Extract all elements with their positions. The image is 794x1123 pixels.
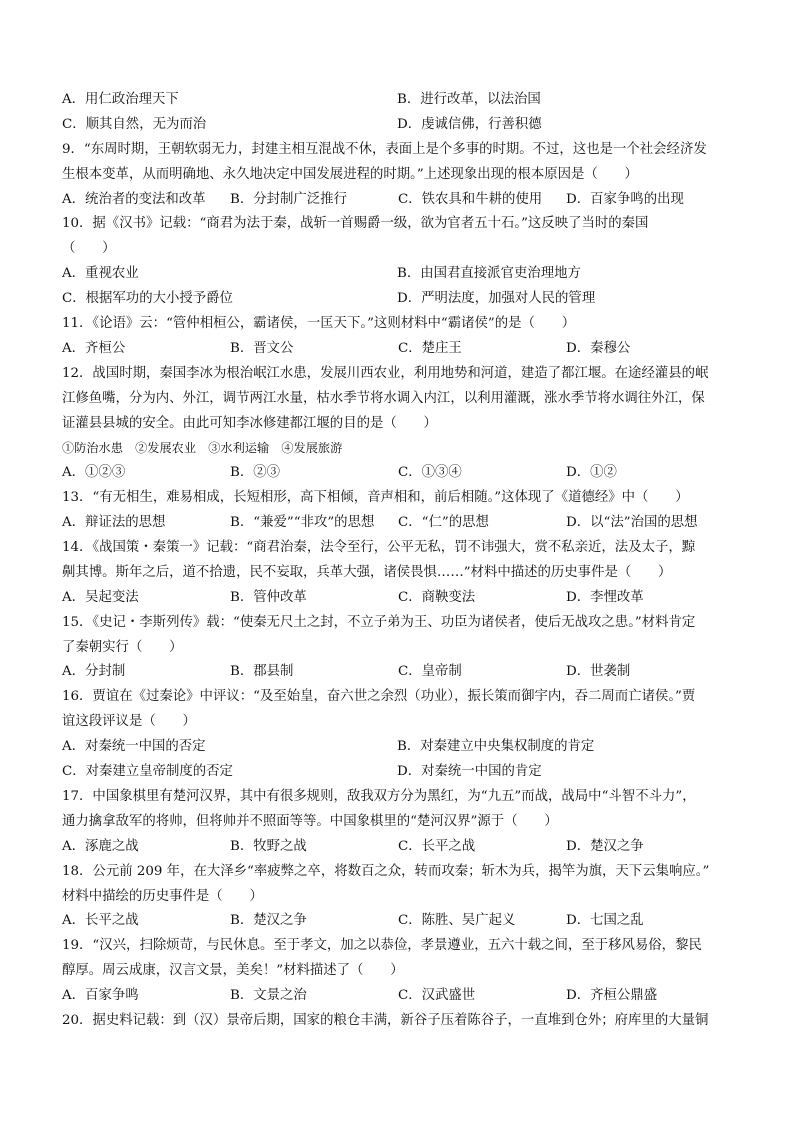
q19-options <box>62 984 742 1009</box>
q16-option-a: A．对秦统一中国的否定 <box>62 739 206 755</box>
q12-option-d: D．①② <box>566 465 617 481</box>
q18-stem-line2: 材料中描绘的历史事件是（ ） <box>62 888 263 904</box>
q16-stem-line2: 谊这段评议是（ ） <box>62 714 196 730</box>
q17-stem-line2: 通力擒拿敌军的将帅，但将帅并不照面等等。中国象棋里的“楚河汉界”源于（ ） <box>62 813 558 829</box>
q14-option-a: A．吴起变法 <box>62 589 139 605</box>
q15-stem-line2: 了秦朝实行（ ） <box>62 639 183 655</box>
q17-options <box>62 835 742 860</box>
q11-options <box>62 337 742 362</box>
q18-option-b: B．楚汉之争 <box>230 913 307 929</box>
q18-options <box>62 909 742 934</box>
q12-stem-line3: 证灌县县城的安全。由此可知李冰修建都江堰的目的是（ ） <box>62 415 437 431</box>
q10-options-row2 <box>62 287 742 312</box>
q11-option-a: A．齐桓公 <box>62 340 126 356</box>
q13-option-a: A．辩证法的思想 <box>62 515 166 531</box>
q12-option-a: A．①②③ <box>62 465 126 481</box>
q19-stem-line1: 19．“汉兴，扫除烦苛，与民休息。至于孝文，加之以恭俭，孝景遵业，五六十载之间，至于移风易俗，黎民 <box>62 938 702 954</box>
q10-stem-line2: （ ） <box>62 241 116 257</box>
exam-page <box>62 88 742 1034</box>
q11-option-d: D．秦穆公 <box>566 340 631 356</box>
q13-option-d: D．以“法”治国的思想 <box>566 515 698 531</box>
q18-option-a: A．长平之战 <box>62 913 139 929</box>
q14-option-b: B．管仲改革 <box>230 589 307 605</box>
q18-stem-line1: 18．公元前 209 年，在大泽乡“率疲弊之卒，将数百之众，转而攻秦；斩木为兵，揭竿为旗，天下云集响应。” <box>62 863 710 879</box>
q8-option-c: C．顺其自然，无为而治 <box>62 116 207 132</box>
q14-option-c: C．商鞅变法 <box>398 589 476 605</box>
q16-options-row2 <box>62 760 742 785</box>
q18-option-c: C．陈胜、吴广起义 <box>398 913 516 929</box>
q12-options <box>62 461 742 486</box>
q15-options <box>62 660 742 685</box>
q13-options <box>62 511 742 536</box>
q9-options <box>62 188 742 213</box>
q18-option-d: D．七国之乱 <box>566 913 644 929</box>
q8-options-row2 <box>62 113 742 138</box>
q9-option-d: D．百家争鸣的出现 <box>566 191 684 207</box>
q10-option-a: A．重视农业 <box>62 266 139 282</box>
q9-stem-line2: 生根本变革，从而明确地、永久地决定中国发展进程的时期。”上述现象出现的根本原因是（ ） <box>62 166 638 182</box>
q9-option-b: B．分封制广泛推行 <box>230 191 347 207</box>
q19-option-b: B．文景之治 <box>230 988 307 1004</box>
q14-option-d: D．李悝改革 <box>566 589 644 605</box>
q11-option-b: B．晋文公 <box>230 340 294 356</box>
q11-stem: 11．《论语》云：“管仲相桓公，霸诸侯，一匡天下。”这则材料中“霸诸侯”的是（ ） <box>62 316 576 332</box>
q15-option-c: C．皇帝制 <box>398 664 462 680</box>
q17-option-b: B．牧野之战 <box>230 838 307 854</box>
q11-option-c: C．楚庄王 <box>398 340 462 356</box>
q20-stem-line1: 20．据史料记载：到（汉）景帝后期，国家的粮仓丰满，新谷子压着陈谷子，一直堆到仓外；府库里的大量铜 <box>62 1012 709 1028</box>
q14-options <box>62 586 742 611</box>
q9-option-c: C．铁农具和牛耕的使用 <box>398 191 543 207</box>
q15-stem-line1: 15．《史记・李斯列传》载：“使秦无尺土之封，不立子弟为王、功臣为诸侯者，使后无战攻之患。”材料肯定 <box>62 614 696 630</box>
q17-option-c: C．长平之战 <box>398 838 476 854</box>
q10-options-row1 <box>62 262 742 287</box>
q17-stem-line1: 17．中国象棋里有楚河汉界，其中有很多规则，敌我双方分为黑红，为“九五”而战，战局中“斗智不斗力”， <box>62 788 696 804</box>
q14-stem-line1: 14．《战国策・秦策一》记载：“商君治秦，法令至行，公平无私，罚不讳强大，赏不私亲近，法及太子，黥 <box>62 540 696 556</box>
q10-option-c: C．根据军功的大小授予爵位 <box>62 291 233 307</box>
q8-option-d: D．虔诚信佛，行善积德 <box>397 116 542 132</box>
q8-option-a: A．用仁政治理天下 <box>62 92 179 107</box>
q16-option-c: C．对秦建立皇帝制度的否定 <box>62 764 233 780</box>
q10-option-b: B．由国君直接派官吏治理地方 <box>397 266 581 282</box>
q8-options-row1 <box>62 88 742 113</box>
q15-option-d: D．世袭制 <box>566 664 631 680</box>
q16-option-b: B．对秦建立中央集权制度的肯定 <box>397 739 595 755</box>
q12-stem-line2: 江修鱼嘴，分为内、外江，调节两江水量，枯水季节将水调入内江，以利用灌溉，涨水季节将水调往外江，保 <box>62 390 705 406</box>
q17-option-d: D．楚汉之争 <box>566 838 644 854</box>
q10-stem-line1: 10．据《汉书》记载：“商君为法于秦，战斩一首赐爵一级，欲为官者五十石。”这反映了当时的秦国 <box>62 216 649 232</box>
q17-option-a: A．涿鹿之战 <box>62 838 139 854</box>
q12-option-c: C．①③④ <box>398 465 462 481</box>
q19-option-d: D．齐桓公鼎盛 <box>566 988 658 1004</box>
q9-stem-line1: 9．“东周时期，王朝软弱无力，封建主相互混战不休，表面上是个多事的时期。不过，这也是一个社会经济发 <box>62 141 707 157</box>
q15-option-a: A．分封制 <box>62 664 126 680</box>
q10-option-d: D．严明法度，加强对人民的管理 <box>397 291 596 307</box>
q14-stem-line2: 劓其博。斯年之后，道不拾遗，民不妄取，兵革大强，诸侯畏惧……”材料中描述的历史事件是（ ） <box>62 564 672 580</box>
q13-stem: 13．“有无相生，难易相成，长短相形，高下相倾，音声相和，前后相随。”这体现了《道德经》中（ ） <box>62 490 689 506</box>
q8-option-b: B．进行改革，以法治国 <box>397 92 541 107</box>
q19-option-a: A．百家争鸣 <box>62 988 139 1004</box>
q13-option-b: B．“兼爱”“非攻”的思想 <box>230 515 375 531</box>
q12-option-b: B．②③ <box>230 465 281 481</box>
q19-stem-line2: 醇厚。周云成康，汉言文景，美矣！”材料描述了（ ） <box>62 963 404 979</box>
q16-stem-line1: 16．贾谊在《过秦论》中评议：“及至始皇，奋六世之余烈（功业），振长策而御宇内，吞二周而亡诸侯。”贾 <box>62 689 696 705</box>
q13-option-c: C．“仁”的思想 <box>398 515 489 531</box>
q16-options-row1 <box>62 735 742 760</box>
q9-option-a: A．统治者的变法和改革 <box>62 191 206 207</box>
q12-stem-line1: 12．战国时期，秦国李冰为根治岷江水患，发展川西农业，利用地势和河道，建造了都江堰。在途经灌县的岷 <box>62 365 709 381</box>
q12-sub-items: ①防治水患 ②发展农业 ③水利运输 ④发展旅游 <box>62 441 343 456</box>
q15-option-b: B．郡县制 <box>230 664 294 680</box>
q19-option-c: C．汉武盛世 <box>398 988 476 1004</box>
q16-option-d: D．对秦统一中国的肯定 <box>397 764 542 780</box>
